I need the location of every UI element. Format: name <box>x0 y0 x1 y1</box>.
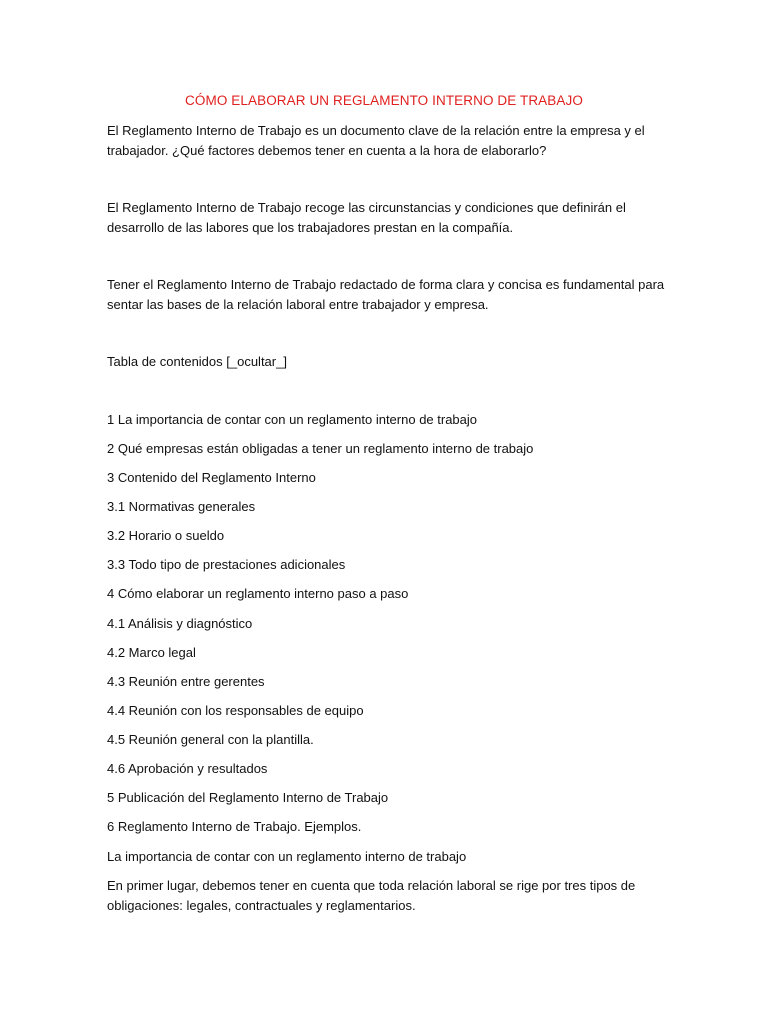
toc-item-4-6: 4.6 Aprobación y resultados <box>107 761 268 776</box>
toc-item-4-5: 4.5 Reunión general con la plantilla. <box>107 732 314 747</box>
toc-item-2: 2 Qué empresas están obligadas a tener un reglamento interno de trabajo <box>107 441 534 456</box>
toc-item-5: 5 Publicación del Reglamento Interno de Trabajo <box>107 790 389 805</box>
intro-paragraph-3: Tener el Reglamento Interno de Trabajo redactado de forma clara y concisa es fundamental para sentar las bases de la relación laboral entre trabajador y empresa. <box>107 277 665 312</box>
toc-item-4-1: 4.1 Análisis y diagnóstico <box>107 616 253 631</box>
section-paragraph: En primer lugar, debemos tener en cuenta que toda relación laboral se rige por tres tipos de obligaciones: legales, contractuales y reglamentarios. <box>107 878 636 913</box>
toc-item-4: 4 Cómo elaborar un reglamento interno paso a paso <box>107 586 409 601</box>
toc-item-1: 1 La importancia de contar con un reglamento interno de trabajo <box>107 412 478 427</box>
intro-paragraph-1: El Reglamento Interno de Trabajo es un documento clave de la relación entre la empresa y el trabajador. ¿Qué factores debemos tener en cuenta a la hora de elaborarlo? <box>107 123 645 158</box>
toc-heading: Tabla de contenidos [_ocultar_] <box>107 354 287 369</box>
toc-item-3-3: 3.3 Todo tipo de prestaciones adicionales <box>107 557 346 572</box>
toc-item-6: 6 Reglamento Interno de Trabajo. Ejemplos. <box>107 819 362 834</box>
intro-paragraph-2: El Reglamento Interno de Trabajo recoge las circunstancias y condiciones que definirán el desarrollo de las labores que los trabajadores prestan en la compañía. <box>107 200 626 235</box>
toc-item-4-2: 4.2 Marco legal <box>107 645 196 660</box>
toc-item-3-2: 3.2 Horario o sueldo <box>107 528 225 543</box>
toc-item-4-4: 4.4 Reunión con los responsables de equipo <box>107 703 364 718</box>
toc-item-4-3: 4.3 Reunión entre gerentes <box>107 674 265 689</box>
section-heading: La importancia de contar con un reglamento interno de trabajo <box>107 849 467 864</box>
document-title: CÓMO ELABORAR UN REGLAMENTO INTERNO DE TRABAJO <box>185 93 583 108</box>
toc-item-3: 3 Contenido del Reglamento Interno <box>107 470 316 485</box>
toc-item-3-1: 3.1 Normativas generales <box>107 499 256 514</box>
